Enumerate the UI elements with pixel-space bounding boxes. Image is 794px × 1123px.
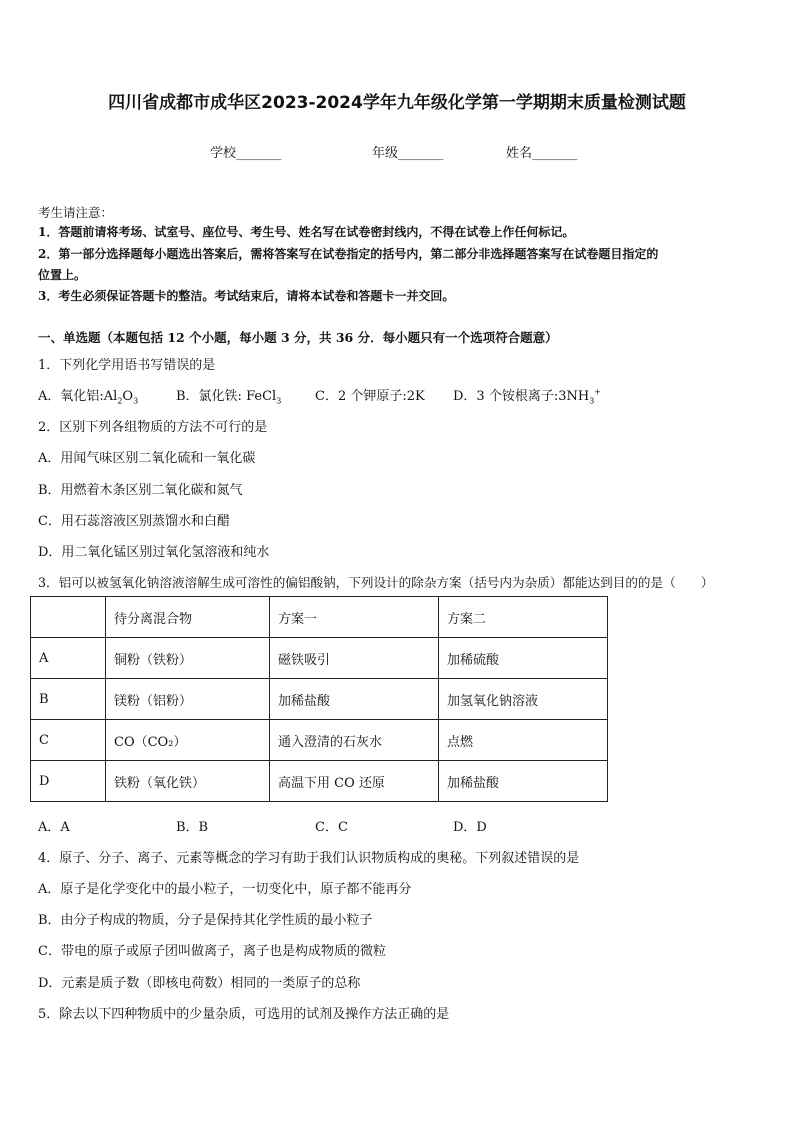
table-header-cell [31, 597, 106, 638]
table-cell: 高温下用 CO 还原 [270, 761, 439, 802]
table-cell: 磁铁吸引 [270, 638, 439, 679]
q4-option-c: C．带电的原子或原子团叫做离子，离子也是构成物质的微粒 [38, 944, 386, 959]
table-cell: D [31, 761, 106, 802]
q1-stem: 1．下列化学用语书写错误的是 [38, 358, 216, 373]
table-cell: A [31, 638, 106, 679]
table-cell: 加稀硫酸 [439, 638, 608, 679]
q3-stem: 3．铝可以被氢氧化钠溶液溶解生成可溶性的偏铝酸钠，下列设计的除杂方案（括号内为杂质）都能达到目的的是（ ） [38, 575, 714, 590]
q3-option-b: B．B [176, 820, 209, 835]
notice-item-2: 2．第一部分选择题每小题选出答案后，需将答案写在试卷指定的括号内，第二部分非选择题答案写在试卷题目指定的 [38, 247, 659, 261]
table-row [31, 638, 608, 679]
section-heading: 一、单选题（本题包括 12 个小题，每小题 3 分，共 36 分．每小题只有一个选项符合题意） [38, 330, 558, 345]
q2-stem: 2．区别下列各组物质的方法不可行的是 [38, 420, 268, 435]
q4-stem: 4．原子、分子、离子、元素等概念的学习有助于我们认识物质构成的奥秘。下列叙述错误的是 [38, 851, 580, 866]
q3-option-c: C．C [315, 820, 348, 835]
notice-item-1: 1．答题前请将考场、试室号、座位号、考生号、姓名写在试卷密封线内，不得在试卷上作任何标记。 [38, 225, 575, 239]
table-cell: C [31, 720, 106, 761]
school-field: 学校_______ [210, 146, 282, 161]
q1-option-a: A．氧化铝$:Al_2O_3$ [38, 389, 139, 406]
notice-item-2-cont: 位置上。 [38, 268, 87, 282]
table-cell: 加稀盐酸 [439, 761, 608, 802]
q3-option-d: D．D [453, 820, 487, 835]
q1-option-b: B．氯化铁: FeCl$_3$ [176, 389, 282, 406]
table-row [31, 761, 608, 802]
table-header-cell: 方案一 [270, 597, 439, 638]
q3-table [30, 596, 608, 802]
grade-field: 年级_______ [372, 146, 444, 161]
table-cell: 镁粉（铝粉） [106, 679, 270, 720]
q4-option-b: B．由分子构成的物质，分子是保持其化学性质的最小粒子 [38, 913, 373, 928]
table-cell: 点燃 [439, 720, 608, 761]
table-row [31, 679, 608, 720]
page-title: 四川省成都市成华区2023-2024学年九年级化学第一学期期末质量检测试题 [108, 93, 686, 113]
q2-option-d: D．用二氧化锰区别过氧化氢溶液和纯水 [38, 545, 270, 560]
q2-option-c: C．用石蕊溶液区别蒸馏水和白醋 [38, 514, 230, 529]
table-cell: 通入澄清的石灰水 [270, 720, 439, 761]
table-header-cell: 待分离混合物 [106, 597, 270, 638]
table-cell: 加氢氧化钠溶液 [439, 679, 608, 720]
q4-option-a: A．原子是化学变化中的最小粒子，一切变化中，原子都不能再分 [38, 882, 412, 897]
table-header-cell: 方案二 [439, 597, 608, 638]
notice-heading: 考生请注意： [38, 205, 114, 220]
table-cell: 铁粉（氧化铁） [106, 761, 270, 802]
q2-option-b: B．用燃着木条区别二氧化碳和氮气 [38, 483, 243, 498]
q5-stem: 5．除去以下四种物质中的少量杂质，可选用的试剂及操作方法正确的是 [38, 1007, 450, 1022]
q1-option-c: C．2 个钾原子:2K [315, 389, 425, 404]
q3-option-a: A．A [38, 820, 70, 835]
table-row [31, 720, 608, 761]
name-field: 姓名_______ [506, 146, 578, 161]
q2-option-a: A．用闻气味区别二氧化硫和一氧化碳 [38, 451, 256, 466]
table-cell: 铜粉（铁粉） [106, 638, 270, 679]
table-cell: 加稀盐酸 [270, 679, 439, 720]
notice-item-3: 3．考生必须保证答题卡的整洁。考试结束后，请将本试卷和答题卡一并交回。 [38, 289, 455, 303]
table-header-row [31, 597, 608, 638]
q1-option-d: D．3 个铵根离子$:3NH_3^+$ [453, 387, 601, 406]
table-cell: CO（CO₂） [106, 720, 270, 761]
table-cell: B [31, 679, 106, 720]
q4-option-d: D．元素是质子数（即核电荷数）相同的一类原子的总称 [38, 976, 361, 991]
